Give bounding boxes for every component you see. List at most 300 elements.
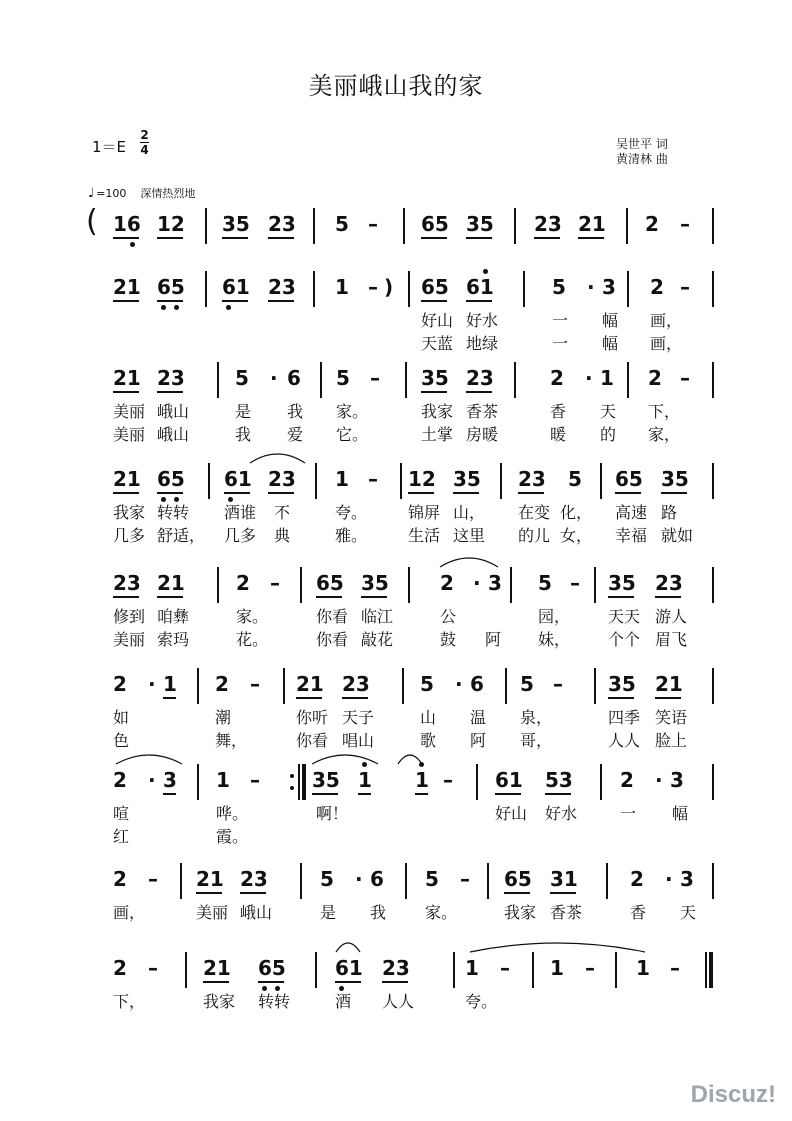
song-title: 美丽峨山我的家 — [308, 72, 484, 100]
underline-beam — [222, 300, 248, 302]
barline — [514, 362, 516, 398]
credits — [616, 137, 668, 167]
note-group: 31 — [550, 867, 578, 891]
barline — [405, 863, 407, 899]
underline-beam — [453, 492, 479, 494]
lyric-text: 土掌 — [421, 425, 454, 444]
lyric-text: 好水 — [545, 804, 578, 823]
barline — [600, 463, 602, 499]
barline — [208, 463, 210, 499]
note-group: · — [455, 672, 463, 696]
underline-beam — [316, 596, 342, 598]
underline-beam — [342, 697, 368, 699]
note-group: 1 — [216, 768, 230, 792]
lyric-text: 是 — [320, 903, 337, 922]
lyric-text: 画， — [650, 334, 683, 353]
note-group: 61 — [335, 956, 363, 980]
barline — [712, 271, 714, 307]
underline-beam — [240, 892, 266, 894]
barline — [315, 952, 317, 988]
underline-beam — [421, 237, 447, 239]
underline-beam — [615, 492, 641, 494]
lyric-text: 温 — [470, 708, 487, 727]
underline-beam — [296, 697, 322, 699]
lyric-text: 园， — [538, 607, 571, 626]
lyric-text: 我 — [287, 402, 304, 421]
note-group: 23 — [268, 212, 296, 236]
underline-beam — [163, 793, 176, 795]
note-group: 23 — [268, 467, 296, 491]
note-group: 23 — [240, 867, 268, 891]
lyric-text: 夸。 — [465, 992, 498, 1011]
lyric-text: 舒适， — [157, 526, 206, 545]
underline-beam — [113, 596, 139, 598]
underline-beam — [655, 596, 681, 598]
lyric-text: 我家 — [113, 503, 146, 522]
low-octave-dot — [226, 305, 231, 310]
note-group: 35 — [453, 467, 481, 491]
lyric-text: 临江 — [361, 607, 394, 626]
lyricist: 吴世平 词 — [616, 137, 668, 151]
note-group: 2 — [113, 768, 127, 792]
note-group: · — [473, 571, 481, 595]
lyric-text: 山， — [453, 503, 486, 522]
lyric-text: 脸上 — [655, 731, 688, 750]
note-group: 23 — [466, 366, 494, 390]
underline-beam — [655, 697, 681, 699]
barline — [510, 567, 512, 603]
note-group: – — [670, 956, 680, 980]
note-group: 6 — [287, 366, 301, 390]
lyric-text: 霞。 — [216, 827, 249, 846]
underline-beam — [578, 237, 604, 239]
note-group: 23 — [534, 212, 562, 236]
note-group: – — [270, 571, 280, 595]
note-group: 2 — [630, 867, 644, 891]
barline — [185, 952, 187, 988]
barline — [500, 463, 502, 499]
note-group: 65 — [504, 867, 532, 891]
lyric-text: 舞， — [215, 731, 248, 750]
note-group: 21 — [113, 366, 141, 390]
lyric-text: 的儿 — [518, 526, 551, 545]
barline — [712, 668, 714, 704]
lyric-text: 潮 — [215, 708, 232, 727]
underline-beam — [358, 793, 371, 795]
note-group: – — [368, 275, 378, 299]
lyric-text: 阿 — [485, 630, 502, 649]
underline-beam — [545, 793, 571, 795]
lyric-text: 它。 — [336, 425, 369, 444]
barline — [403, 208, 405, 244]
mood-marking: 深情热烈地 — [140, 187, 196, 200]
underline-beam — [495, 793, 521, 795]
lyric-text: 四季 — [608, 708, 641, 727]
lyric-text: 你看 — [296, 731, 329, 750]
barline — [300, 863, 302, 899]
note-group: 2 — [650, 275, 664, 299]
note-group: 2 — [550, 366, 564, 390]
barline — [606, 863, 608, 899]
lyric-text: 一 — [552, 334, 569, 353]
lyric-text: 锦屏 — [408, 503, 441, 522]
low-octave-dot — [174, 305, 179, 310]
note-group: · — [148, 768, 156, 792]
lyric-text: 你看 — [316, 607, 349, 626]
note-group: 2 — [236, 571, 250, 595]
lyric-text: 我 — [370, 903, 387, 922]
note-group: 23 — [382, 956, 410, 980]
note-group: 61 — [222, 275, 250, 299]
underline-beam — [113, 391, 139, 393]
note-group: 35 — [421, 366, 449, 390]
low-octave-dot — [161, 305, 166, 310]
note-group: 1 — [415, 768, 429, 792]
lyric-text: 幅 — [602, 311, 619, 330]
underline-beam — [421, 391, 447, 393]
underline-beam — [408, 492, 434, 494]
note-group: 5 — [552, 275, 566, 299]
underline-beam — [268, 237, 294, 239]
note-group: 16 — [113, 212, 141, 236]
lyric-text: 几多 — [224, 526, 257, 545]
underline-beam — [157, 492, 183, 494]
lyric-text: 地绿 — [466, 334, 499, 353]
barline — [408, 567, 410, 603]
staff-row — [0, 768, 792, 858]
lyric-text: 画， — [113, 903, 146, 922]
underline-beam — [157, 391, 183, 393]
lyric-text: 下， — [113, 992, 146, 1011]
note-group: – — [585, 956, 595, 980]
note-group: 5 — [320, 867, 334, 891]
high-octave-dot — [483, 269, 488, 274]
lyric-text: 泉， — [520, 708, 553, 727]
note-group: · — [587, 275, 595, 299]
lyric-text: 家。 — [336, 402, 369, 421]
staff-row — [0, 867, 792, 957]
note-group: 21 — [113, 275, 141, 299]
underline-beam — [157, 237, 183, 239]
lyric-text: 美丽 — [113, 630, 146, 649]
barline — [523, 271, 525, 307]
note-group: 53 — [545, 768, 573, 792]
note-group: 12 — [157, 212, 185, 236]
note-group: – — [460, 867, 470, 891]
note-group: 23 — [342, 672, 370, 696]
lyric-text: 峨山 — [240, 903, 273, 922]
note-group: 2 — [113, 672, 127, 696]
barline — [615, 952, 617, 988]
lyric-text: 香茶 — [466, 402, 499, 421]
underline-beam — [518, 492, 544, 494]
barline — [453, 952, 455, 988]
note-group: 5 — [520, 672, 534, 696]
note-group: 5 — [335, 212, 349, 236]
lyric-text: 你看 — [316, 630, 349, 649]
barline — [408, 271, 410, 307]
lyric-text: 个个 — [608, 630, 641, 649]
underline-beam — [203, 981, 229, 983]
note-group: 1 — [163, 672, 177, 696]
note-group: 3 — [670, 768, 684, 792]
underline-beam — [268, 300, 294, 302]
lyric-text: 天 — [600, 402, 617, 421]
note-group: 21 — [578, 212, 606, 236]
note-group: 5 — [235, 366, 249, 390]
barline — [627, 362, 629, 398]
underline-beam — [268, 492, 294, 494]
note-group: 2 — [645, 212, 659, 236]
barline — [320, 362, 322, 398]
note-group: · — [270, 366, 278, 390]
note-group: 12 — [408, 467, 436, 491]
note-group: – — [250, 672, 260, 696]
note-group: 1 — [335, 467, 349, 491]
lyric-text: 女， — [560, 526, 593, 545]
note-group: – — [680, 212, 690, 236]
barline — [180, 863, 182, 899]
note-group: 3 — [680, 867, 694, 891]
repeat-barline — [298, 764, 300, 800]
note-group: 2 — [648, 366, 662, 390]
lyric-text: 我家 — [203, 992, 236, 1011]
underline-beam — [550, 892, 576, 894]
note-group: · — [665, 867, 673, 891]
note-group: 61 — [495, 768, 523, 792]
note-group: 61 — [466, 275, 494, 299]
underline-beam — [163, 697, 176, 699]
note-group: 65 — [421, 212, 449, 236]
underline-beam — [415, 793, 428, 795]
note-group: 1 — [335, 275, 349, 299]
note-group: 23 — [268, 275, 296, 299]
lyric-text: 索玛 — [157, 630, 190, 649]
underline-beam — [534, 237, 560, 239]
lyric-text: 敲花 — [361, 630, 394, 649]
lyric-text: 人人 — [608, 731, 641, 750]
note-group: 21 — [655, 672, 683, 696]
lyric-text: 幸福 — [615, 526, 648, 545]
lyric-text: 雅。 — [335, 526, 368, 545]
lyric-text: 酒 — [335, 992, 352, 1011]
lyric-text: 画， — [650, 311, 683, 330]
time-signature-top: 2 — [140, 128, 149, 142]
note-group: – — [500, 956, 510, 980]
time-signature — [140, 129, 149, 156]
lyric-text: 天子 — [342, 708, 375, 727]
barline — [600, 764, 602, 800]
composer: 黄清林 曲 — [616, 152, 668, 166]
lyric-text: 美丽 — [196, 903, 229, 922]
repeat-dot — [290, 774, 294, 778]
underline-beam — [382, 981, 408, 983]
lyric-text: 眉飞 — [655, 630, 688, 649]
note-group: 1 — [358, 768, 372, 792]
slur-arc — [468, 938, 647, 954]
lyric-text: 不 — [274, 503, 291, 522]
lyric-text: 幅 — [672, 804, 689, 823]
note-group: · — [148, 672, 156, 696]
note-group: 1 — [465, 956, 479, 980]
note-group: 23 — [113, 571, 141, 595]
lyric-text: 一 — [552, 311, 569, 330]
lyric-text: 唱山 — [342, 731, 375, 750]
quarter-note-icon: ♩ — [88, 186, 95, 201]
lyric-text: 好水 — [466, 311, 499, 330]
barline — [205, 271, 207, 307]
lyric-text: 转转 — [258, 992, 291, 1011]
barline — [402, 668, 404, 704]
note-group: 3 — [602, 275, 616, 299]
note-group: 65 — [421, 275, 449, 299]
barline — [712, 362, 714, 398]
lyric-text: 美丽 — [113, 402, 146, 421]
underline-beam — [113, 237, 139, 239]
underline-beam — [466, 237, 492, 239]
note-group: 2 — [620, 768, 634, 792]
barline — [594, 668, 596, 704]
note-group: 5 — [425, 867, 439, 891]
lyric-text: 路 — [661, 503, 678, 522]
underline-beam — [335, 981, 361, 983]
lyric-text: 好山 — [421, 311, 454, 330]
lyric-text: 喧 — [113, 804, 130, 823]
final-barline-thick — [709, 952, 713, 988]
lyric-text: 公 — [440, 607, 457, 626]
barline — [712, 863, 714, 899]
slur-arc — [310, 750, 380, 766]
lyric-text: 花。 — [236, 630, 269, 649]
note-group: – — [148, 956, 158, 980]
note-group: 1 — [636, 956, 650, 980]
note-group: 35 — [608, 571, 636, 595]
time-signature-bottom: 4 — [140, 143, 149, 157]
note-group: 65 — [157, 275, 185, 299]
lyric-text: 在变 — [518, 503, 551, 522]
tempo-value: =100 — [96, 187, 127, 200]
note-group: – — [680, 366, 690, 390]
barline — [400, 463, 402, 499]
lyric-text: 房暖 — [466, 425, 499, 444]
note-group: – — [443, 768, 453, 792]
note-group: 61 — [224, 467, 252, 491]
lyric-text: 人人 — [382, 992, 415, 1011]
note-group: – — [368, 467, 378, 491]
note-group: – — [680, 275, 690, 299]
note-group: 5 — [538, 571, 552, 595]
lyric-text: 啊！ — [316, 804, 349, 823]
barline — [505, 668, 507, 704]
underline-beam — [113, 300, 139, 302]
tempo-marking — [88, 185, 195, 201]
barline — [313, 208, 315, 244]
lyric-text: 天天 — [608, 607, 641, 626]
note-group: 21 — [296, 672, 324, 696]
key-signature: 1＝E — [92, 138, 127, 156]
staff-row — [0, 366, 792, 456]
barline — [197, 668, 199, 704]
lyric-text: 家。 — [425, 903, 458, 922]
underline-beam — [196, 892, 222, 894]
lyric-text: 阿 — [470, 731, 487, 750]
lyric-text: 游人 — [655, 607, 688, 626]
barline — [217, 362, 219, 398]
underline-beam — [157, 596, 183, 598]
barline — [712, 463, 714, 499]
lyric-text: 下， — [648, 402, 681, 421]
note-group: 35 — [661, 467, 689, 491]
underline-beam — [504, 892, 530, 894]
note-group: 35 — [608, 672, 636, 696]
note-group: 3 — [488, 571, 502, 595]
lyric-text: 家。 — [236, 607, 269, 626]
note-group: – — [370, 366, 380, 390]
underline-beam — [466, 391, 492, 393]
note-group: – — [553, 672, 563, 696]
note-group: 23 — [157, 366, 185, 390]
lyric-text: 香茶 — [550, 903, 583, 922]
underline-beam — [224, 492, 250, 494]
lyric-text: 天蓝 — [421, 334, 454, 353]
note-group: 35 — [361, 571, 389, 595]
repeat-paren: ( — [86, 204, 98, 239]
lyric-text: 香 — [550, 402, 567, 421]
underline-beam — [608, 596, 634, 598]
note-group: 5 — [420, 672, 434, 696]
note-group: 6 — [370, 867, 384, 891]
lyric-text: 哥， — [520, 731, 553, 750]
lyric-text: 山 — [420, 708, 437, 727]
slur-arc — [334, 938, 362, 954]
lyric-text: 天 — [680, 903, 697, 922]
barline — [315, 463, 317, 499]
note-group: – — [148, 867, 158, 891]
note-group: 1 — [550, 956, 564, 980]
note-group: 35 — [222, 212, 250, 236]
barline — [313, 271, 315, 307]
staff-row — [0, 571, 792, 661]
staff-row — [0, 672, 792, 762]
note-group: 35 — [312, 768, 340, 792]
lyric-text: 转转 — [157, 503, 190, 522]
barline — [626, 208, 628, 244]
lyric-text: 典 — [274, 526, 291, 545]
note-group: 5 — [336, 366, 350, 390]
barline — [487, 863, 489, 899]
lyric-text: 哗。 — [216, 804, 249, 823]
barline — [712, 567, 714, 603]
note-group: 6 — [470, 672, 484, 696]
barline — [405, 362, 407, 398]
lyric-text: 爱 — [287, 425, 304, 444]
lyric-text: 你听 — [296, 708, 329, 727]
note-group: 2 — [215, 672, 229, 696]
barline — [205, 208, 207, 244]
lyric-text: 香 — [630, 903, 647, 922]
low-octave-dot — [130, 242, 135, 247]
lyric-text: 这里 — [453, 526, 486, 545]
slur-arc — [438, 553, 500, 569]
underline-beam — [157, 300, 183, 302]
note-group: · — [585, 366, 593, 390]
barline — [514, 208, 516, 244]
lyric-text: 红 — [113, 827, 130, 846]
note-group: 65 — [258, 956, 286, 980]
note-group: 21 — [203, 956, 231, 980]
lyric-text: 如 — [113, 708, 130, 727]
repeat-barline-thick — [302, 764, 306, 800]
